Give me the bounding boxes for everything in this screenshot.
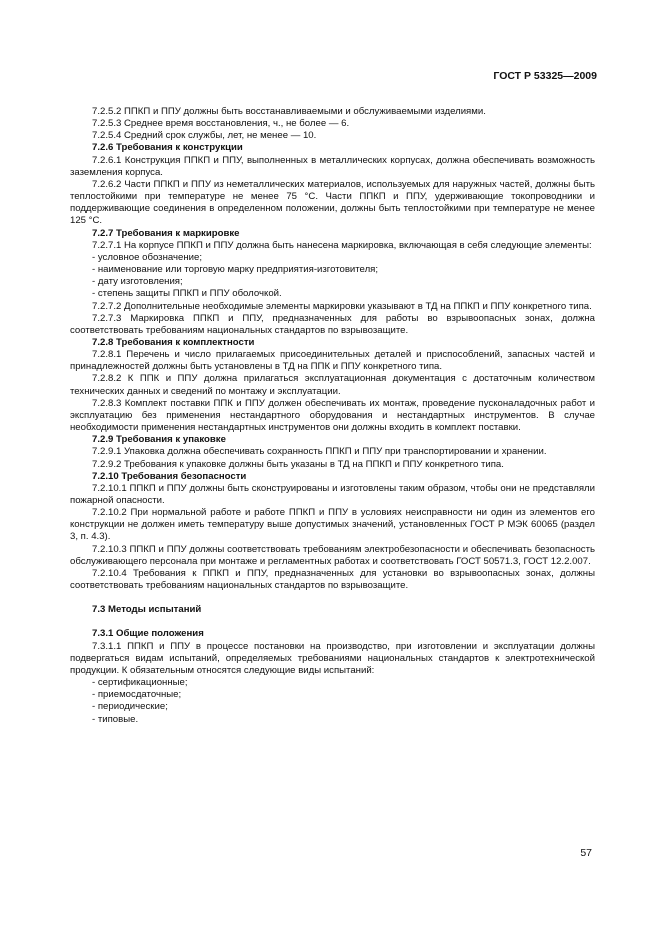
section-heading: 7.2.8 Требования к комплектности (92, 336, 255, 348)
paragraph: 7.2.10.3 ППКП и ППУ должны соответствовать требованиям электробезопасности и обеспечивать безопасность обслуживающего персонала при монтаже и регламентных работах и соответствовать ГОСТ 50571.3, ГОСТ 12.2.007. (70, 543, 595, 567)
paragraph: 7.2.6.1 Конструкция ППКП и ППУ, выполненных в металлических корпусах, должна обеспечивать возможность заземления корпуса. (70, 154, 595, 178)
paragraph: 7.2.7.2 Дополнительные необходимые элементы маркировки указывают в ТД на ППКП и ППУ конкретного типа. (92, 300, 592, 312)
paragraph: 7.2.9.2 Требования к упаковке должны быть указаны в ТД на ППКП и ППУ конкретного типа. (92, 458, 504, 470)
paragraph: 7.2.7.3 Маркировка ППКП и ППУ, предназначенных для работы во взрывоопасных зонах, должна соответствовать требованиям национальных стандартов по взрывозащите. (70, 312, 595, 336)
section-heading: 7.3 Методы испытаний (92, 604, 202, 616)
list-item: - наименование или торговую марку предприятия-изготовителя; (92, 264, 379, 276)
section-heading: 7.2.7 Требования к маркировке (92, 227, 240, 239)
paragraph: 7.2.8.3 Комплект поставки ППК и ППУ должен обеспечивать их монтаж, проведение пусконаладочных работ и эксплуатацию без применения нестандартного оборудования и нестандартных инструментов. В случае необходимости применения нестандартных инструментов они должны входить в комплект поставки. (70, 397, 595, 434)
list-item: - дату изготовления; (92, 276, 183, 288)
paragraph: 7.3.1.1 ППКП и ППУ в процессе постановки на производство, при изготовлении и эксплуатации должны подвергаться видам испытаний, определяемых требованиями национальных стандартов к электротехнической продукции. К обязательным относятся следующие виды испытаний: (70, 640, 595, 676)
section-heading: 7.2.9 Требования к упаковке (92, 434, 226, 446)
paragraph: 7.2.9.1 Упаковка должна обеспечивать сохранность ППКП и ППУ при транспортировании и хранении. (92, 446, 547, 458)
list-item: - типовые. (92, 713, 139, 725)
paragraph: 7.2.8.2 К ППК и ППУ должна прилагаться эксплуатационная документация с достаточным количеством технических данных и сведений по монтажу и эксплуатации. (70, 373, 595, 397)
list-item: - приемосдаточные; (92, 689, 182, 701)
list-item: - условное обозначение; (92, 251, 202, 263)
list-item: - периодические; (92, 701, 168, 713)
paragraph: 7.2.5.3 Среднее время восстановления, ч., не более — 6. (92, 118, 350, 130)
paragraph: 7.2.10.2 При нормальной работе и работе ППКП и ППУ в условиях неисправности ни один из элементов его конструкции не должен иметь температуру выше допустимых значений, установленных ГОСТ Р МЭК 60065 (раздел 3, п. 4.3). (70, 507, 595, 543)
paragraph: 7.2.6.2 Части ППКП и ППУ из неметаллических материалов, используемых для наружных частей, должны быть теплостойкими при температуре не менее 75 °С. Части ППКП и ППУ, удерживающие токопроводники и поддерживающие соединения в определенном положении, должны быть теплостойкими при температуре не менее 125 °С. (70, 178, 595, 227)
paragraph: 7.2.10.1 ППКП и ППУ должны быть сконструированы и изготовлены таким образом, чтобы они не представляли пожарной опасности. (70, 482, 595, 506)
section-heading: 7.2.6 Требования к конструкции (92, 142, 243, 154)
list-item: - сертификационные; (92, 677, 188, 689)
paragraph: 7.2.5.2 ППКП и ППУ должны быть восстанавливаемыми и обслуживаемыми изделиями. (92, 106, 486, 117)
document-header: ГОСТ Р 53325—2009 (493, 70, 597, 82)
section-heading: 7.2.10 Требования безопасности (92, 470, 247, 482)
paragraph: 7.2.5.4 Средний срок службы, лет, не менее — 10. (92, 130, 317, 142)
list-item: - степень защиты ППКП и ППУ оболочкой. (92, 288, 282, 300)
paragraph: 7.2.7.1 На корпусе ППКП и ППУ должна быть нанесена маркировка, включающая в себя следующие элементы: (92, 239, 592, 251)
section-heading: 7.3.1 Общие положения (92, 628, 204, 640)
paragraph: 7.2.8.1 Перечень и число прилагаемых присоединительных деталей и приспособлений, запасных частей и принадлежностей должны быть установлены в ТД на ППК и ППУ конкретного типа. (70, 349, 595, 373)
paragraph: 7.2.10.4 Требования к ППКП и ППУ, предназначенных для установки во взрывоопасных зонах, должны соответствовать требованиям национальных стандартов по взрывозащите. (70, 567, 595, 592)
page-number: 57 (580, 847, 592, 859)
document-body (70, 106, 595, 726)
